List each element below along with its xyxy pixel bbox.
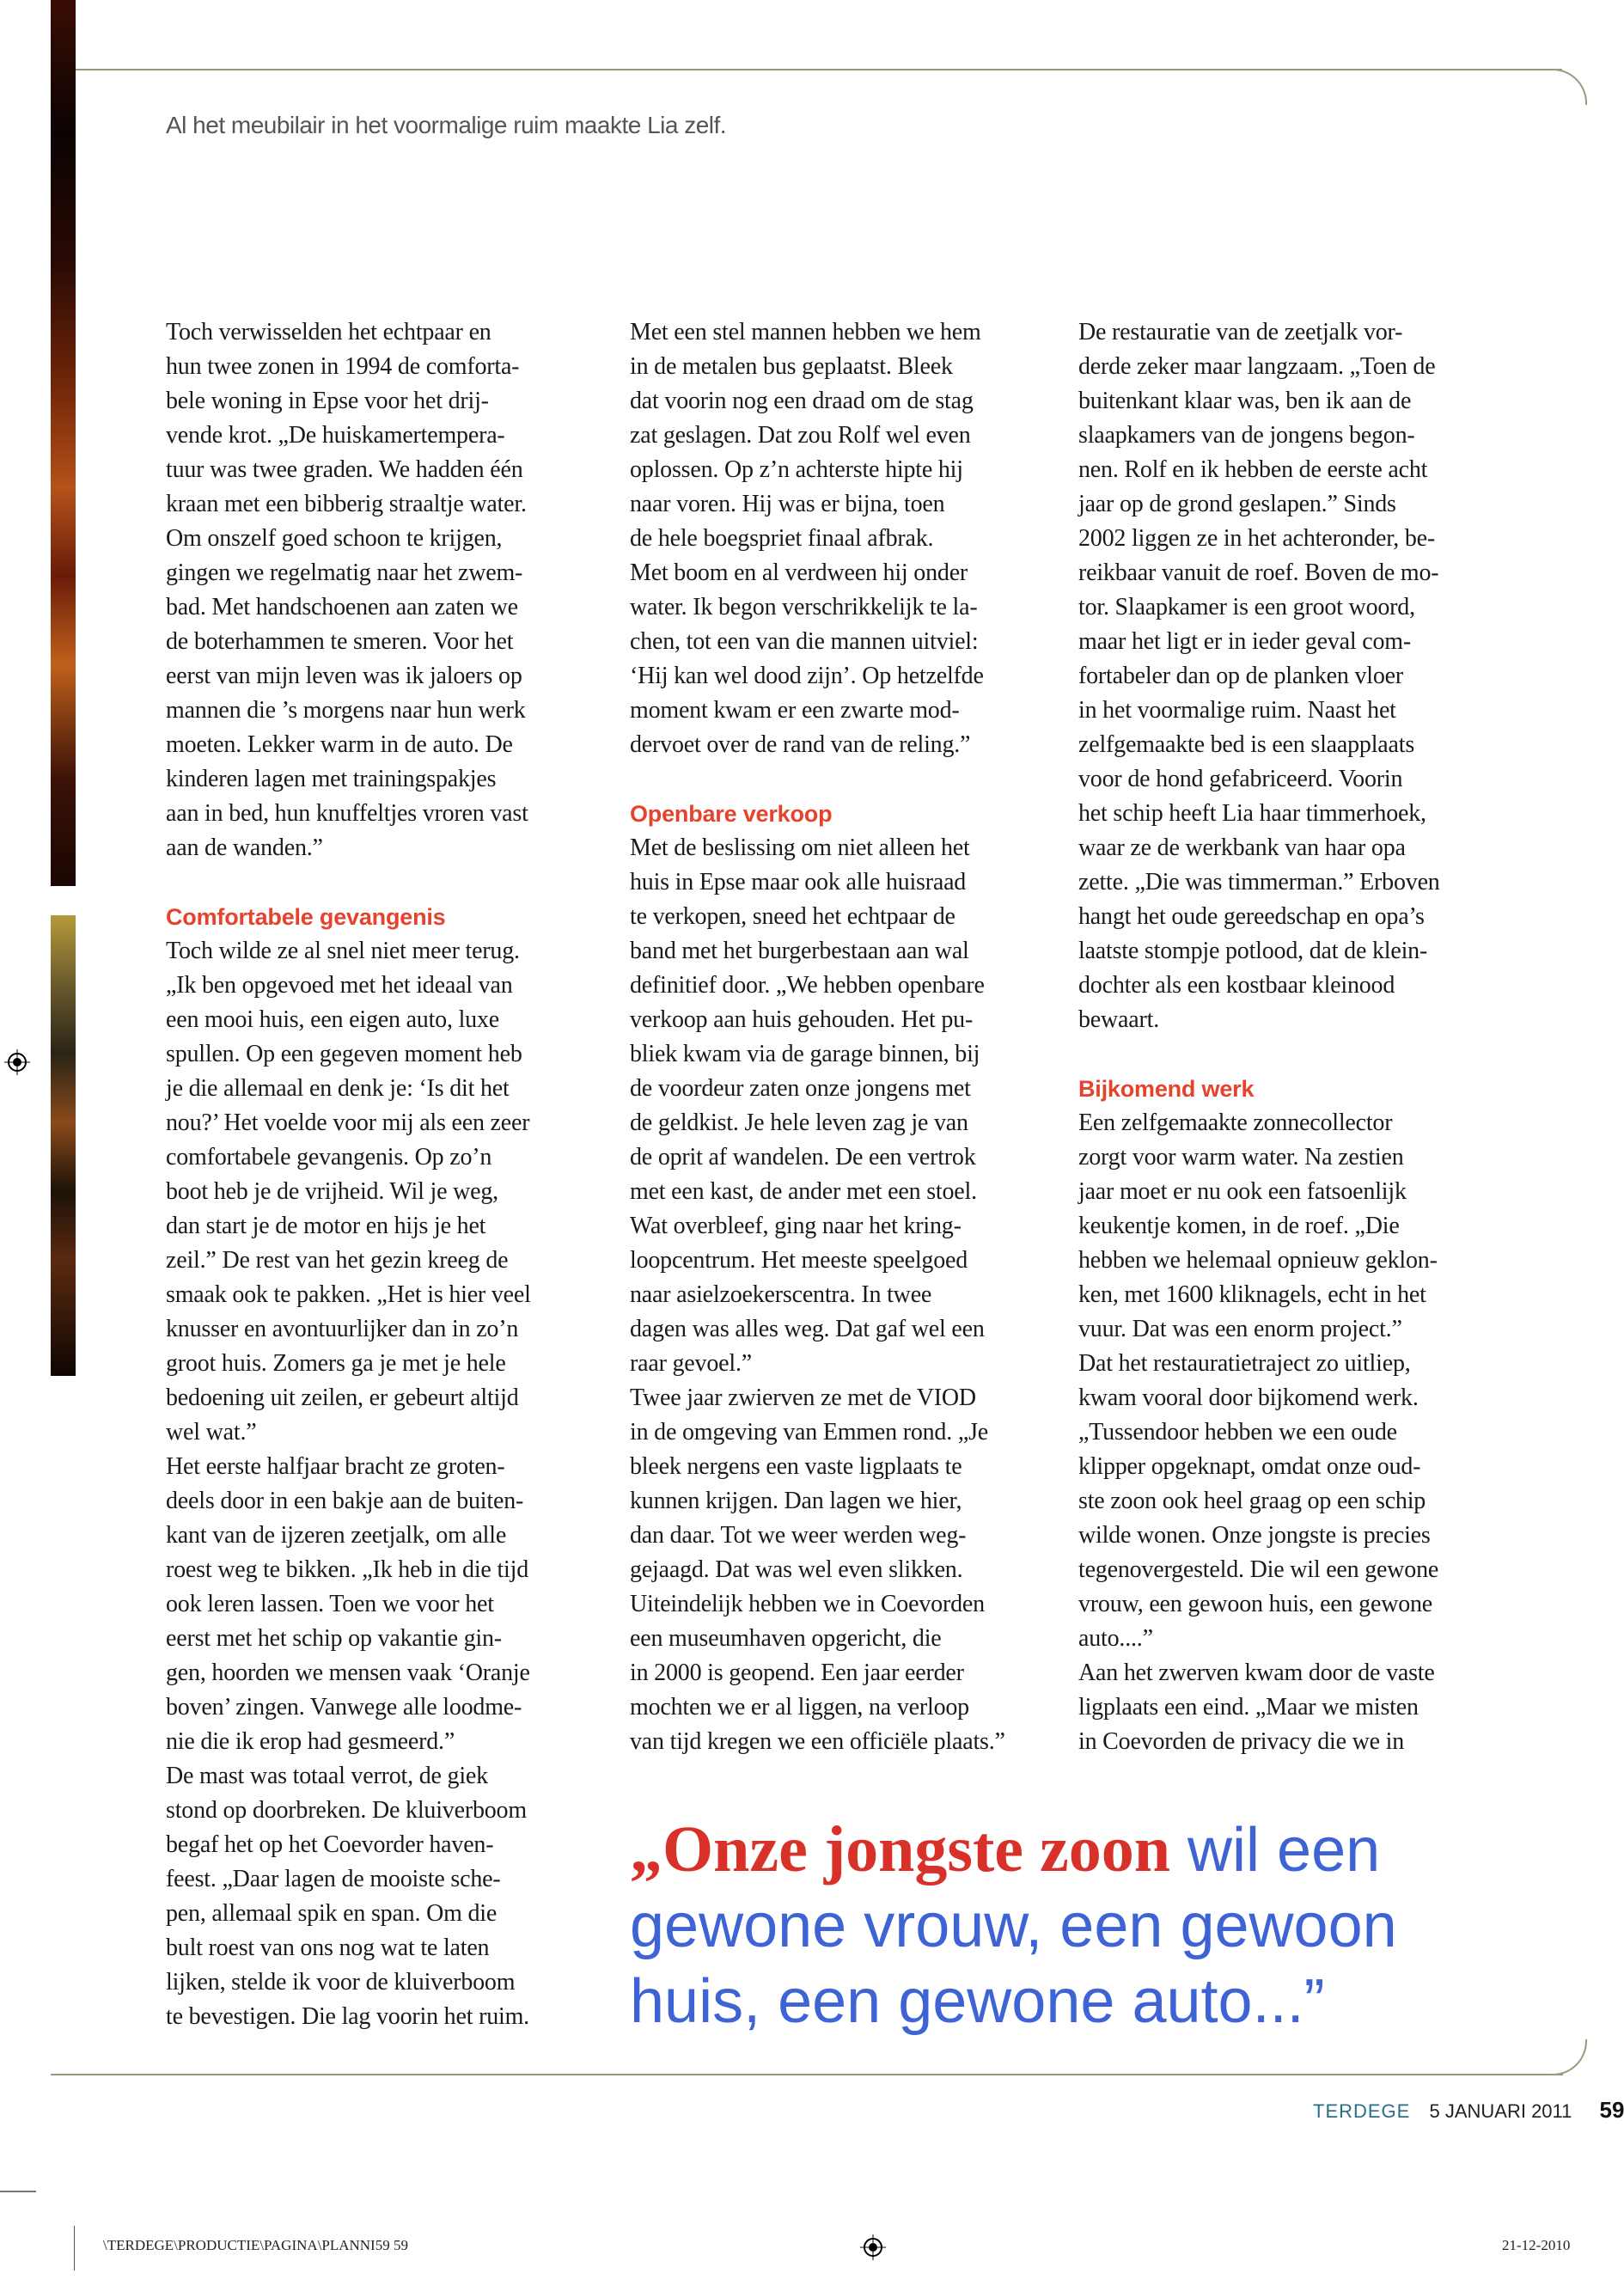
body-text-line: De restauratie van de zeetjalk vor-: [1078, 319, 1403, 345]
pull-quote-text: wil een: [1170, 1816, 1381, 1885]
photo-edge-strip: [51, 0, 76, 886]
body-text-line: voor de hond gefabriceerd. Voorin: [1078, 766, 1403, 792]
body-text-line: te bevestigen. Die lag voorin het ruim.: [166, 2003, 529, 2030]
crop-mark: [74, 2226, 75, 2271]
body-text-line: mannen die ’s morgens naar hun werk: [166, 697, 526, 724]
body-text-line: in Coevorden de privacy die we in: [1078, 1728, 1405, 1755]
photo-edge-strip: [51, 915, 76, 1376]
body-text-line: dat voorin nog een draad om de stag: [630, 388, 974, 414]
body-text-line: dervoet over de rand van de reling.”: [630, 731, 971, 758]
body-text-line: waar ze de werkbank van haar opa: [1078, 834, 1406, 861]
body-text-line: pen, allemaal spik en span. Om die: [166, 1900, 498, 1927]
body-text-line: vrouw, een gewoon huis, een gewone: [1078, 1591, 1433, 1617]
body-text-line: bewaart.: [1078, 1006, 1160, 1033]
body-text-line: band met het burgerbestaan aan wal: [630, 938, 969, 964]
body-text-line: de boterhammen te smeren. Voor het: [166, 628, 514, 655]
body-text-line: dochter als een kostbaar kleinood: [1078, 972, 1395, 999]
body-text-line: „Ik ben opgevoed met het ideaal van: [166, 972, 513, 999]
print-slug-date: 21-12-2010: [1502, 2237, 1571, 2253]
issue-date: 5 JANUARI 2011: [1429, 2100, 1572, 2122]
body-text-line: bad. Met handschoenen aan zaten we: [166, 594, 518, 620]
article-column-3: [1078, 315, 1525, 1759]
body-text-line: Twee jaar zwierven ze met de VIOD: [630, 1384, 976, 1411]
bottom-rule: [51, 2074, 1563, 2075]
pull-quote-line-2: gewone vrouw, een gewoon: [630, 1892, 1397, 1960]
body-text-line: gejaagd. Dat was wel even slikken.: [630, 1556, 963, 1583]
body-text-line: definitief door. „We hebben openbare: [630, 972, 985, 999]
body-text-line: ligplaats een eind. „Maar we misten: [1078, 1694, 1419, 1721]
body-text-line: tegenovergesteld. Die wil een gewone: [1078, 1556, 1439, 1583]
page-number: 59: [1599, 2097, 1624, 2123]
body-text-line: Met de beslissing om niet alleen het: [630, 834, 970, 861]
magazine-name: TERDEGE: [1313, 2100, 1411, 2122]
body-text-line: je die allemaal en denk je: ‘Is dit het: [166, 1075, 510, 1102]
body-text-line: tuur was twee graden. We hadden één: [166, 456, 523, 483]
body-text-line: Aan het zwerven kwam door de vaste: [1078, 1659, 1435, 1686]
body-text-line: wel wat.”: [166, 1419, 257, 1446]
body-text-line: slaapkamers van de jongens begon-: [1078, 422, 1415, 449]
body-text-line: in de metalen bus geplaatst. Bleek: [630, 353, 953, 380]
body-text-line: hangt het oude gereedschap en opa’s: [1078, 903, 1425, 930]
section-heading: Bijkomend werk: [1078, 1076, 1255, 1102]
body-text-line: comfortabele gevangenis. Op zo’n: [166, 1144, 492, 1171]
body-text-line: Wat overbleef, ging naar het kring-: [630, 1213, 962, 1239]
body-text-line: Met een stel mannen hebben we hem: [630, 319, 981, 345]
body-text-line: chen, tot een van die mannen uitviel:: [630, 628, 979, 655]
body-text-line: De mast was totaal verrot, de giek: [166, 1763, 488, 1789]
body-text-line: te verkopen, sneed het echtpaar de: [630, 903, 955, 930]
body-text-line: stond op doorbreken. De kluiverboom: [166, 1797, 527, 1824]
body-text-line: zat geslagen. Dat zou Rolf wel even: [630, 422, 971, 449]
body-text-line: de voordeur zaten onze jongens met: [630, 1075, 971, 1102]
bottom-rule-corner: [1547, 2039, 1587, 2075]
photo-caption: Al het meubilair in het voormalige ruim maakte Lia zelf.: [166, 112, 727, 138]
pull-quote-line-3: huis, een gewone auto...”: [630, 1967, 1325, 2036]
body-text-line: in het voormalige ruim. Naast het: [1078, 697, 1396, 724]
body-text-line: oplossen. Op z’n achterste hipte hij: [630, 456, 963, 483]
body-text-line: loopcentrum. Het meeste speelgoed: [630, 1247, 968, 1274]
body-text-line: bele woning in Epse voor het drij-: [166, 388, 489, 414]
body-text-line: nen. Rolf en ik hebben de eerste acht: [1078, 456, 1428, 483]
body-text-line: boot heb je de vrijheid. Wil je weg,: [166, 1178, 498, 1205]
body-text-line: de hele boegspriet finaal afbrak.: [630, 525, 934, 552]
body-text-line: van tijd kregen we een officiële plaats.”: [630, 1728, 1005, 1755]
body-text-line: 2002 liggen ze in het achteronder, be-: [1078, 525, 1435, 552]
registration-mark-icon: [860, 2234, 886, 2260]
body-text-line: bult roest van ons nog wat te laten: [166, 1935, 490, 1961]
body-text-line: kunnen krijgen. Dan lagen we hier,: [630, 1488, 962, 1514]
body-text-line: knusser en avontuurlijker dan in zo’n: [166, 1316, 519, 1342]
body-text-line: kraan met een bibberig straaltje water.: [166, 491, 527, 517]
body-text-line: zelfgemaakte bed is een slaapplaats: [1078, 731, 1415, 758]
body-text-line: Dat het restauratietraject zo uitliep,: [1078, 1350, 1411, 1377]
body-text-line: een museumhaven opgericht, die: [630, 1625, 942, 1652]
body-text-line: laatste stompje potlood, dat de klein-: [1078, 938, 1428, 964]
pull-quote-emphasis: „Onze jongste zoon: [630, 1813, 1171, 1886]
body-text-line: kwam vooral door bijkomend werk.: [1078, 1384, 1419, 1411]
body-text-line: jaar moet er nu ook een fatsoenlijk: [1078, 1178, 1407, 1205]
body-text-line: tor. Slaapkamer is een groot woord,: [1078, 594, 1415, 620]
body-text-line: gen, hoorden we mensen vaak ‘Oranje: [166, 1659, 530, 1686]
body-text-line: klipper opgeknapt, omdat onze oud-: [1078, 1453, 1421, 1480]
body-text-line: derde zeker maar langzaam. „Toen de: [1078, 353, 1436, 380]
body-text-line: bliek kwam via de garage binnen, bij: [630, 1041, 980, 1067]
body-text-line: in de omgeving van Emmen rond. „Je: [630, 1419, 988, 1446]
article-column-1: [166, 315, 613, 2034]
body-text-line: hun twee zonen in 1994 de comforta-: [166, 353, 520, 380]
body-text-line: groot huis. Zomers ga je met je hele: [166, 1350, 506, 1377]
body-text-line: smaak ook te pakken. „Het is hier veel: [166, 1281, 531, 1308]
body-text-line: aan de wanden.”: [166, 834, 323, 861]
body-text-line: dagen was alles weg. Dat gaf wel een: [630, 1316, 985, 1342]
body-text-line: spullen. Op een gegeven moment heb: [166, 1041, 522, 1067]
print-slug-path: \TERDEGE\PRODUCTIE\PAGINA\PLANNI59 59: [103, 2237, 408, 2253]
body-text-line: het schip heeft Lia haar timmerhoek,: [1078, 800, 1426, 827]
body-text-line: wilde wonen. Onze jongste is precies: [1078, 1522, 1431, 1549]
body-text-line: Het eerste halfjaar bracht ze groten-: [166, 1453, 505, 1480]
body-text-line: mochten we er al liggen, na verloop: [630, 1694, 969, 1721]
body-text-line: feest. „Daar lagen de mooiste sche-: [166, 1866, 501, 1892]
body-text-line: bedoening uit zeilen, er gebeurt altijd: [166, 1384, 519, 1411]
body-text-line: de oprit af wandelen. De een vertrok: [630, 1144, 976, 1171]
body-text-line: zeil.” De rest van het gezin kreeg de: [166, 1247, 509, 1274]
body-text-line: in 2000 is geopend. Een jaar eerder: [630, 1659, 964, 1686]
body-text-line: aan in bed, hun knuffeltjes vroren vast: [166, 800, 528, 827]
body-text-line: keukentje komen, in de roef. „Die: [1078, 1213, 1400, 1239]
body-text-line: kinderen lagen met trainingspakjes: [166, 766, 497, 792]
body-text-line: vende krot. „De huiskamertempera-: [166, 422, 505, 449]
body-text-line: buitenkant klaar was, ben ik aan de: [1078, 388, 1412, 414]
article-column-2: [630, 315, 1077, 1759]
body-text-line: deels door in een bakje aan de buiten-: [166, 1488, 524, 1514]
body-text-line: auto....”: [1078, 1625, 1153, 1652]
body-text-line: ‘Hij kan wel dood zijn’. Op hetzelfde: [630, 663, 984, 689]
body-text-line: een mooi huis, een eigen auto, luxe: [166, 1006, 499, 1033]
body-text-line: zette. „Die was timmerman.” Erboven: [1078, 869, 1440, 895]
registration-mark-icon: [4, 1049, 30, 1075]
top-rule-corner: [1547, 69, 1587, 105]
body-text-line: raar gevoel.”: [630, 1350, 752, 1377]
body-text-line: Uiteindelijk hebben we in Coevorden: [630, 1591, 985, 1617]
crop-mark: [0, 2191, 36, 2192]
body-text-line: hebben we helemaal opnieuw geklon-: [1078, 1247, 1438, 1274]
body-text-line: moment kwam er een zwarte mod-: [630, 697, 960, 724]
body-text-line: de geldkist. Je hele leven zag je van: [630, 1109, 968, 1136]
body-text-line: moeten. Lekker warm in de auto. De: [166, 731, 513, 758]
body-text-line: Een zelfgemaakte zonnecollector: [1078, 1109, 1393, 1136]
page-footer: [1313, 2097, 1624, 2124]
body-text-line: reikbaar vanuit de roef. Boven de mo-: [1078, 559, 1439, 586]
body-text-line: naar asielzoekerscentra. In twee: [630, 1281, 932, 1308]
pull-quote-line-1: [630, 1812, 1532, 1888]
body-text-line: huis in Epse maar ook alle huisraad: [630, 869, 967, 895]
body-text-line: Om onszelf goed schoon te krijgen,: [166, 525, 503, 552]
body-text-line: verkoop aan huis gehouden. Het pu-: [630, 1006, 974, 1033]
body-text-line: ook leren lassen. Toen we voor het: [166, 1591, 494, 1617]
body-text-line: water. Ik begon verschrikkelijk te la-: [630, 594, 978, 620]
body-text-line: Toch wilde ze al snel niet meer terug.: [166, 938, 520, 964]
body-text-line: bleek nergens een vaste ligplaats te: [630, 1453, 962, 1480]
body-text-line: naar voren. Hij was er bijna, toen: [630, 491, 945, 517]
pull-quote: [630, 1812, 1532, 2039]
body-text-line: ken, met 1600 kliknagels, echt in het: [1078, 1281, 1426, 1308]
section-heading: Openbare verkoop: [630, 801, 833, 827]
section-heading: Comfortabele gevangenis: [166, 904, 446, 930]
body-text-line: zorgt voor warm water. Na zestien: [1078, 1144, 1404, 1171]
body-text-line: begaf het op het Coevorder haven-: [166, 1831, 494, 1858]
body-text-line: nou?’ Het voelde voor mij als een zeer: [166, 1109, 530, 1136]
body-text-line: kant van de ijzeren zeetjalk, om alle: [166, 1522, 507, 1549]
body-text-line: lijken, stelde ik voor de kluiverboom: [166, 1969, 516, 1996]
body-text-line: fortabeler dan op de planken vloer: [1078, 663, 1404, 689]
top-rule: [76, 69, 1562, 70]
body-text-line: ste zoon ook heel graag op een schip: [1078, 1488, 1426, 1514]
body-text-line: Met boom en al verdween hij onder: [630, 559, 968, 586]
body-text-line: jaar op de grond geslapen.” Sinds: [1078, 491, 1396, 517]
body-text-line: roest weg te bikken. „Ik heb in die tijd: [166, 1556, 528, 1583]
body-text-line: eerst van mijn leven was ik jaloers op: [166, 663, 522, 689]
body-text-line: vuur. Dat was een enorm project.”: [1078, 1316, 1402, 1342]
body-text-line: „Tussendoor hebben we een oude: [1078, 1419, 1397, 1446]
body-text-line: boven’ zingen. Vanwege alle loodme-: [166, 1694, 522, 1721]
body-text-line: maar het ligt er in ieder geval com-: [1078, 628, 1411, 655]
body-text-line: eerst met het schip op vakantie gin-: [166, 1625, 502, 1652]
body-text-line: dan start je de motor en hijs je het: [166, 1213, 486, 1239]
body-text-line: nie die ik erop had gesmeerd.”: [166, 1728, 455, 1755]
body-text-line: gingen we regelmatig naar het zwem-: [166, 559, 523, 586]
body-text-line: met een kast, de ander met een stoel.: [630, 1178, 977, 1205]
body-text-line: dan daar. Tot we weer werden weg-: [630, 1522, 967, 1549]
body-text-line: Toch verwisselden het echtpaar en: [166, 319, 491, 345]
